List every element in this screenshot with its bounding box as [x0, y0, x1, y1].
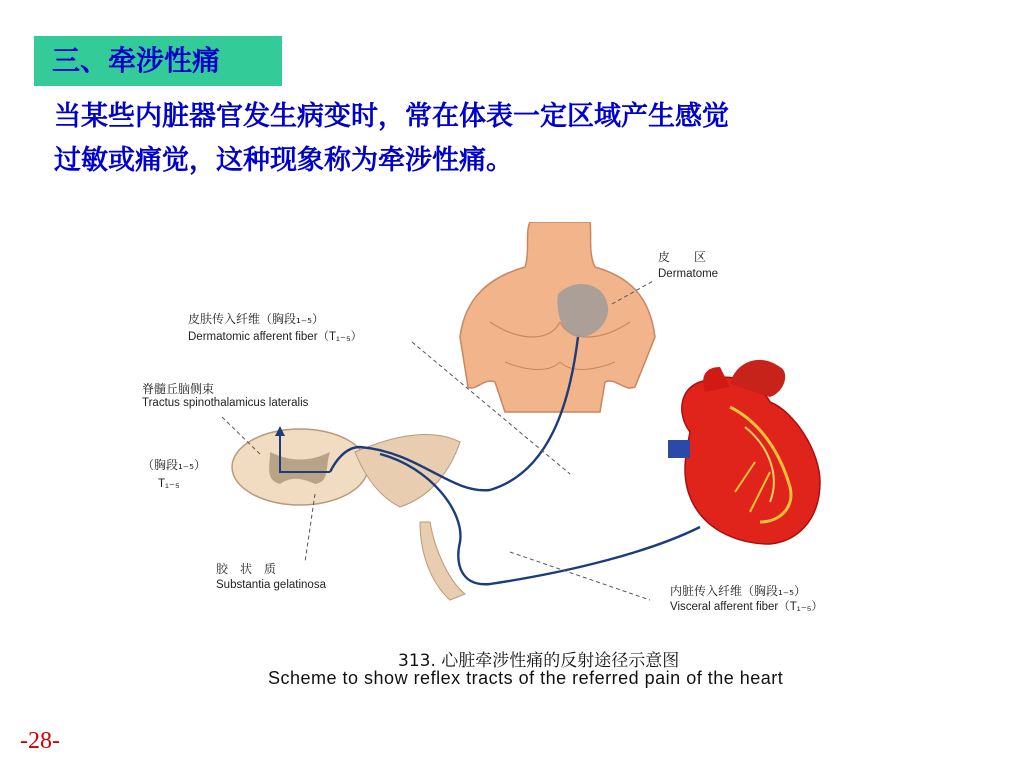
gelatinosa-label-zh: 胶 状 质 — [216, 562, 277, 576]
intro-line-2: 过敏或痛觉，这种现象称为牵涉性痛。 — [54, 145, 513, 176]
heart-illustration — [668, 360, 820, 544]
visceral-fiber-label-zh: 内脏传入纤维（胸段₁₋₅） — [670, 584, 806, 598]
dermatome-label-en: Dermatome — [658, 268, 719, 280]
gelatinosa-label-en: Substantia gelatinosa — [216, 579, 326, 591]
dermatomic-fiber-label-en: Dermatomic afferent fiber（T₁₋₅） — [188, 331, 363, 343]
visceral-fiber-label-en: Visceral afferent fiber（T₁₋₅） — [670, 601, 823, 613]
segment-label-zh: （胸段₁₋₅） — [142, 458, 206, 472]
dermatome-label-zh: 皮 区 — [658, 250, 707, 264]
figure-caption-en: Scheme to show reflex tracts of the referred pain of the heart — [268, 668, 784, 688]
intro-line-1: 当某些内脏器官发生病变时，常在体表一定区域产生感觉 — [54, 101, 729, 132]
segment-label-en: T₁₋₅ — [158, 478, 180, 490]
figure-caption-zh: 313. 心脏牵涉性痛的反射途径示意图 — [398, 651, 680, 671]
tract-label-zh: 脊髓丘脑侧束 — [142, 382, 215, 396]
referred-pain-figure — [130, 222, 910, 704]
dermatomic-fiber-label-zh: 皮肤传入纤维（胸段₁₋₅） — [188, 312, 324, 326]
section-title: 三、牵涉性痛 — [34, 36, 282, 86]
tract-label-en: Tractus spinothalamicus lateralis — [142, 397, 309, 409]
intro-paragraph — [54, 95, 954, 183]
torso-illustration — [460, 222, 655, 412]
page-number: -28- — [20, 728, 60, 754]
